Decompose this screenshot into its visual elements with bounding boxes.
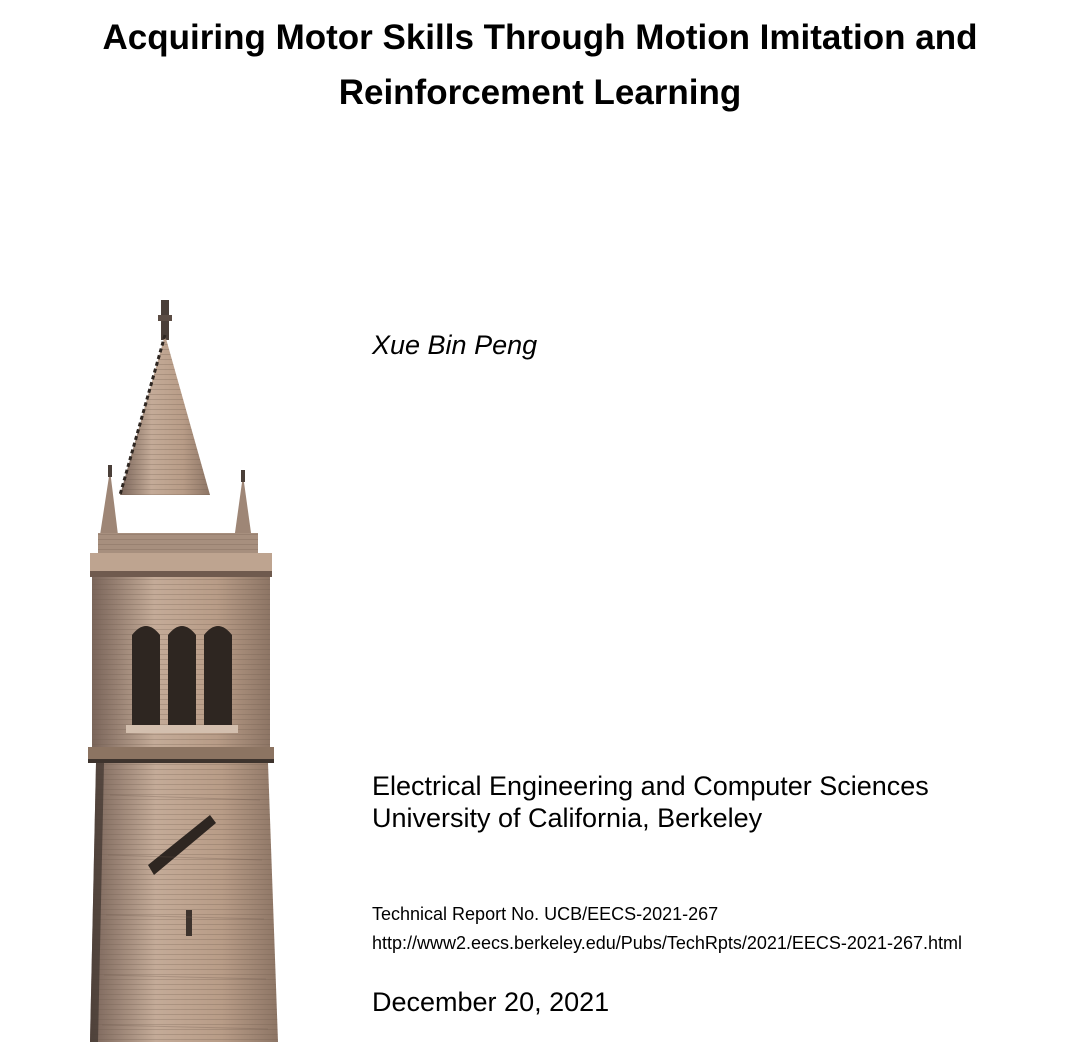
report-number: Technical Report No. UCB/EECS-2021-267 (372, 904, 719, 924)
report-url[interactable]: http://www2.eecs.berkeley.edu/Pubs/TechRpts/2021/EECS-2021-267.html (372, 933, 962, 953)
title-line-2: Reinforcement Learning (338, 73, 742, 112)
author-name: Xue Bin Peng (372, 330, 538, 360)
university-name: University of California, Berkeley (372, 803, 763, 833)
department-block (372, 770, 929, 834)
report-info (372, 900, 962, 958)
report-date: December 20, 2021 (372, 987, 610, 1017)
document-title (0, 10, 1080, 120)
title-line-1: Acquiring Motor Skills Through Motion Imitation and (102, 18, 978, 57)
department-name: Electrical Engineering and Computer Sciences (372, 771, 929, 801)
campanile-tower-image (70, 295, 290, 1042)
